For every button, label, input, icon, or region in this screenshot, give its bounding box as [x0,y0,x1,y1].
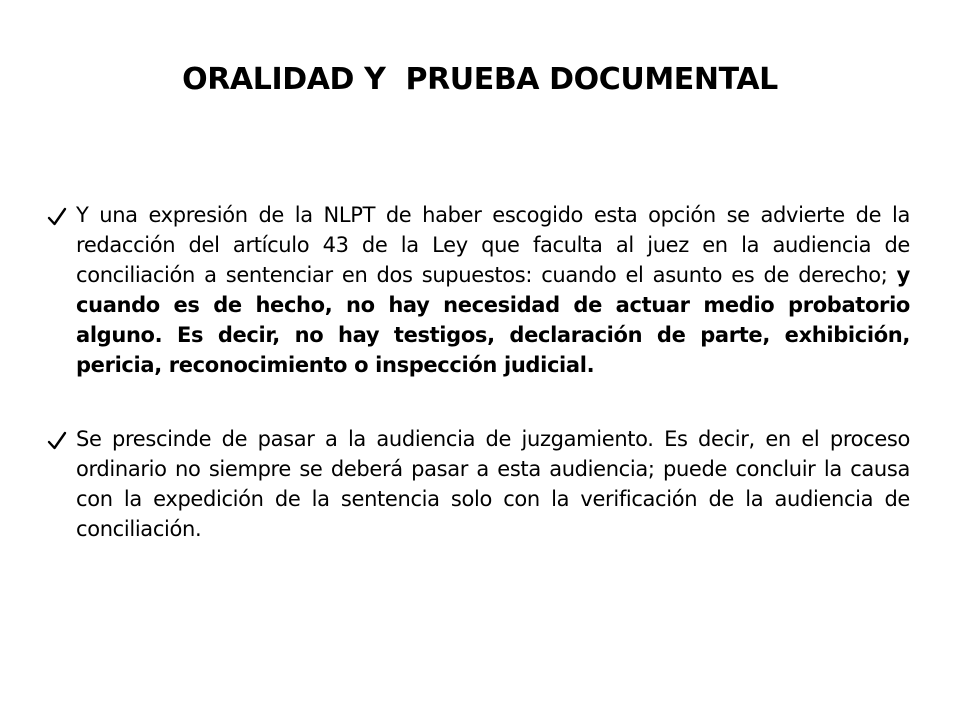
bullet-text-1 [76,200,910,380]
bullet-item-1 [46,200,910,380]
bullet-list [46,200,910,588]
checkmark-icon [46,430,68,452]
bullet-item-2 [46,424,910,544]
slide-title: ORALIDAD Y PRUEBA DOCUMENTAL [182,62,778,97]
bullet-1-regular-text: Y una expresión de la NLPT de haber escogido esta opción se advierte de la redacción del artículo 43 de la Ley que faculta al juez en la audiencia de conciliación a sentenciar en dos supuestos: cuando el asunto es de derecho; [76,203,910,287]
bullet-text-2: Se prescinde de pasar a la audiencia de juzgamiento. Es decir, en el proceso ordinario no siempre se deberá pasar a esta audiencia; puede concluir la causa con la expedición de la sentencia solo con la verificación de la audiencia de conciliación. [76,427,910,541]
checkmark-icon [46,206,68,228]
bullet-1-bold-text: y cuando es de hecho, no hay necesidad de actuar medio probatorio alguno. Es decir, no hay testigos, declaración de parte, exhibición, pericia, reconocimiento o inspección judicial. [76,263,910,377]
